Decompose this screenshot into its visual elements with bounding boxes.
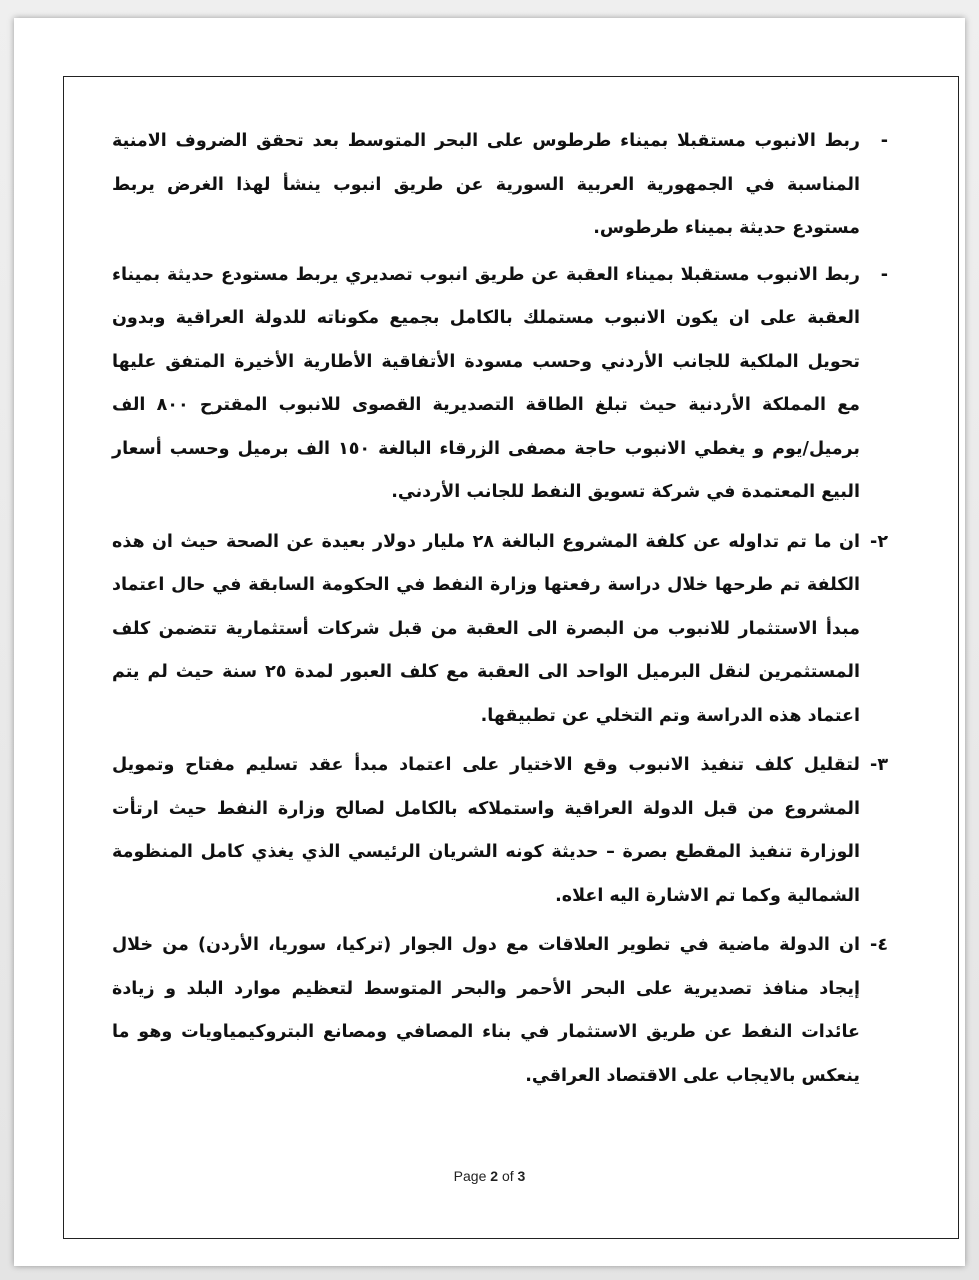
list-marker: - (880, 264, 888, 285)
paragraph-text: ربط الانبوب مستقبلا بميناء طرطوس على البحر المتوسط بعد تحقق الضروف الامنية المناسبة في الجمهورية العربية السورية عن طريق انبوب ينشأ لهذا الغرض يربط مستودع حديثة بميناء طرطوس. (112, 131, 860, 238)
paragraph-cost-reduction (112, 744, 888, 918)
page-of: of (501, 1168, 514, 1184)
list-marker: ٢- (870, 531, 888, 552)
paragraph-text: لتقليل كلف تنفيذ الانبوب وقع الاختيار على اعتماد مبدأ عقد تسليم مفتاح وتمويل المشروع من قبل الدولة العراقية واستملاكه بالكامل لصالح وزارة النفط حيث ارتأت الوزارة تنفيذ المقطع بصرة – حديثة كونه الشريان الرئيسي الذي يغذي كامل المنظومة الشمالية وكما تم الاشارة اليه اعلاه. (112, 755, 860, 906)
paragraph-tartus-pipeline (112, 120, 888, 251)
paragraph-aqaba-pipeline (112, 254, 888, 515)
paragraph-text: ربط الانبوب مستقبلا بميناء العقبة عن طريق انبوب تصديري يربط مستودع حديثة بميناء العقبة على ان يكون الانبوب مستملك بالكامل بجميع مكوناته للدولة العراقية وبدون تحويل الملكية للجانب الأردني وحسب مسودة الأتفاقية الأطارية الأخيرة المتفق عليها مع المملكة الأردنية حيث تبلغ الطاقة التصديرية القصوى للانبوب المقترح ٨٠٠ الف برميل/يوم و يغطي الانبوب حاجة مصفى الزرقاء البالغة ١٥٠ الف برميل وحسب أسعار البيع المعتمدة في شركة تسويق النفط للجانب الأردني. (112, 264, 860, 502)
paragraph-regional-relations (112, 924, 888, 1098)
page-label: Page (453, 1168, 487, 1184)
list-marker: ٤- (870, 935, 888, 955)
paragraph-text: ان الدولة ماضية في تطوير العلاقات مع دول الجوار (تركيا، سوريا، الأردن) من خلال إيجاد منافذ تصديرية على البحر الأحمر والبحر المتوسط لتعظيم موارد البلد و زيادة عائدات النفط عن طريق الاستثمار في بناء المصافي ومصانع البتروكيمياويات وهو ما ينعكس بالايجاب على الاقتصاد العراقي. (112, 935, 860, 1086)
list-marker: ٣- (870, 755, 888, 775)
page-current: 2 (490, 1168, 499, 1184)
paragraph-text: ان ما تم تداوله عن كلفة المشروع البالغة ٢٨ مليار دولار بعيدة عن الصحة حيث ان هذه الكلفة تم طرحها خلال دراسة رفعتها وزارة النفط في الحكومة السابقة في حال اعتماد مبدأ الاستثمار للانبوب من البصرة الى العقبة من قبل شركات أستثمارية تتضمن كلف المستثمرين لنقل البرميل الواحد الى العقبة مع كلف العبور لمدة ٢٥ سنة حيث لم يتم اعتماد هذه الدراسة وتم التخلي عن تطبيقها. (112, 531, 860, 726)
list-marker: - (880, 131, 888, 151)
page-number-footer (0, 1168, 979, 1184)
paragraph-project-cost (112, 521, 888, 739)
document-body (112, 120, 888, 1098)
page-total: 3 (517, 1168, 526, 1184)
